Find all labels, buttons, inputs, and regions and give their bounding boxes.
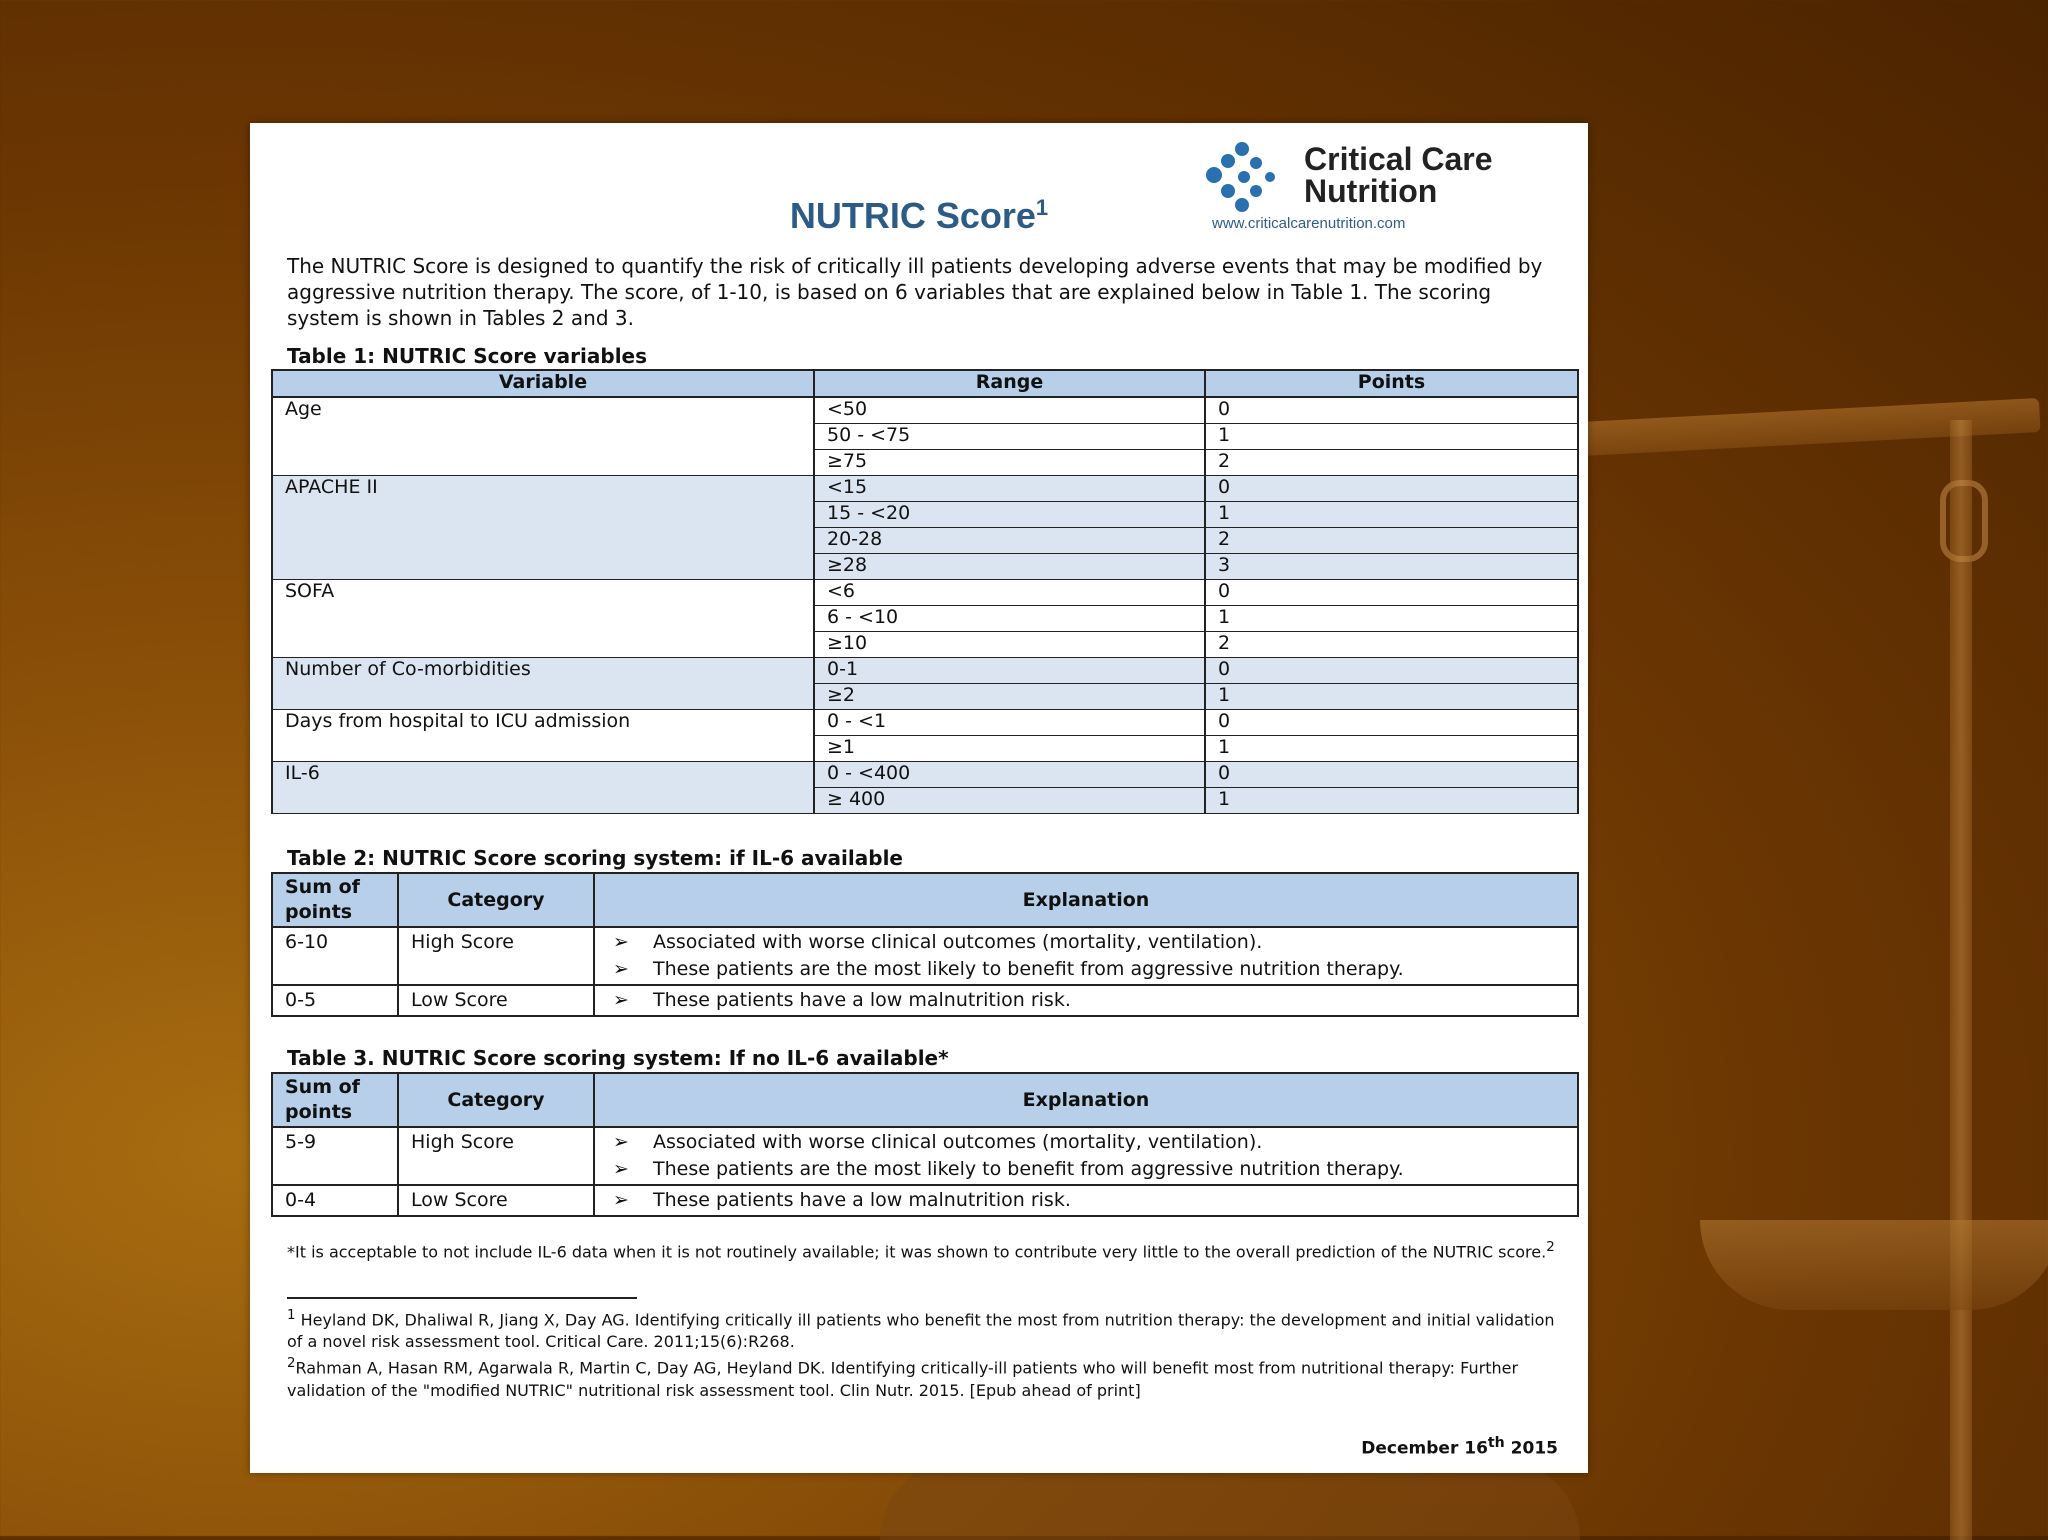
table2-header-category: Category [398,873,594,927]
table1-points-cell: 2 [1205,528,1578,554]
il6-footnote-text: *It is acceptable to not include IL-6 data when it is not routinely available; it was shown to contribute very little to the overall prediction of the NUTRIC score. [287,1242,1547,1262]
table1-points-cell: 1 [1205,424,1578,450]
table1-points-cell: 1 [1205,502,1578,528]
table1-points-cell: 0 [1205,710,1578,736]
table3-category-cell: Low Score [398,1185,594,1216]
table2-header-explanation: Explanation [594,873,1578,927]
table1-range-cell: ≥ 400 [814,788,1205,814]
title-footnote-marker: 1 [1035,195,1049,220]
table1-header-variable: Variable [272,370,814,397]
document-page [250,123,1588,1473]
table2-explanation-cell [594,985,1578,1016]
explanation-text: These patients are the most likely to benefit from aggressive nutrition therapy. [653,958,1404,980]
footnote-divider [287,1297,637,1299]
title-text: NUTRIC Score [789,195,1036,236]
table1-points-cell: 0 [1205,580,1578,606]
explanation-text: Associated with worse clinical outcomes (mortality, ventilation). [653,931,1263,953]
scale-pan-decoration [1700,1220,2048,1310]
explanation-bullet [607,1129,1565,1156]
table1-range-cell: ≥28 [814,554,1205,580]
table3-sum-cell: 5-9 [272,1127,398,1185]
table1-points-cell: 3 [1205,554,1578,580]
table2-explanation-cell [594,927,1578,985]
table2-header-sum: Sum of points [272,873,398,927]
page-title [250,195,1588,237]
logo-line-2: Nutrition [1304,173,1438,209]
date-main: December 16 [1361,1438,1488,1459]
document-date [1361,1435,1558,1459]
table1-points-cell: 1 [1205,788,1578,814]
table1-points-cell: 0 [1205,658,1578,684]
arrow-bullet-icon: ➢ [613,1189,629,1211]
explanation-bullet [607,987,1565,1014]
table1-range-cell: <15 [814,476,1205,502]
scale-post-decoration [1950,420,1972,1540]
table1-variable-cell: IL-6 [272,762,814,814]
table3-sum-cell: 0-4 [272,1185,398,1216]
table1-points-cell: 2 [1205,632,1578,658]
explanation-bullet [607,1156,1565,1183]
table3-header-explanation: Explanation [594,1073,1578,1127]
table1-range-cell: ≥75 [814,450,1205,476]
table1-variable-cell: Days from hospital to ICU admission [272,710,814,762]
table3-caption: Table 3. NUTRIC Score scoring system: If no IL-6 available* [287,1046,949,1070]
explanation-text: These patients are the most likely to benefit from aggressive nutrition therapy. [653,1158,1404,1180]
intro-paragraph: The NUTRIC Score is designed to quantify the risk of critically ill patients developing adverse events that may be modified by aggressive nutrition therapy. The score, of 1-10, is based on 6 variables that are explained below in Table 1. The scoring system is shown in Tables 2 and 3. [287,254,1543,330]
table1-range-cell: ≥2 [814,684,1205,710]
table1-points-cell: 1 [1205,736,1578,762]
table3-header-sum: Sum of points [272,1073,398,1127]
date-year: 2015 [1504,1438,1558,1459]
table3-explanation-cell [594,1185,1578,1216]
table1-range-cell: 50 - <75 [814,424,1205,450]
table1-range-cell: <50 [814,397,1205,424]
table1-variable-cell: APACHE II [272,476,814,580]
il6-footnote-marker: 2 [1546,1240,1555,1255]
reference-text: Heyland DK, Dhaliwal R, Jiang X, Day AG. Identifying critically ill patients who benefit the most from nutrition therapy: the development and initial validation of a novel risk assessment tool. Critical Care. 2011;15(6):R268. [287,1310,1555,1352]
table1-range-cell: <6 [814,580,1205,606]
date-suffix: th [1487,1435,1505,1451]
table3 [271,1072,1579,1217]
table1-variable-cell: SOFA [272,580,814,658]
table1-header-range: Range [814,370,1205,397]
table2-category-cell: High Score [398,927,594,985]
table1-range-cell: ≥1 [814,736,1205,762]
logo-line-1: Critical Care [1304,141,1493,177]
il6-footnote [287,1237,1567,1263]
table1-caption: Table 1: NUTRIC Score variables [287,344,648,368]
table1-range-cell: 20-28 [814,528,1205,554]
table1-range-cell: 0 - <1 [814,710,1205,736]
table1-range-cell: 6 - <10 [814,606,1205,632]
table1-points-cell: 0 [1205,397,1578,424]
table1-points-cell: 1 [1205,684,1578,710]
arrow-bullet-icon: ➢ [613,931,629,953]
arrow-bullet-icon: ➢ [613,989,629,1011]
table1-points-cell: 0 [1205,476,1578,502]
table1-variable-cell: Age [272,397,814,476]
reference-number: 1 [287,1308,296,1323]
table1-points-cell: 0 [1205,762,1578,788]
table2-category-cell: Low Score [398,985,594,1016]
explanation-text: Associated with worse clinical outcomes (mortality, ventilation). [653,1131,1263,1153]
arrow-bullet-icon: ➢ [613,958,629,980]
explanation-text: These patients have a low malnutrition risk. [653,1189,1071,1211]
explanation-bullet [607,956,1565,983]
table2-caption: Table 2: NUTRIC Score scoring system: if IL-6 available [287,846,903,870]
table1-header-points: Points [1205,370,1578,397]
logo-url: www.criticalcarenutrition.com [1212,215,1406,232]
table1-variable-cell: Number of Co-morbidities [272,658,814,710]
arrow-bullet-icon: ➢ [613,1131,629,1153]
table3-explanation-cell [594,1127,1578,1185]
table3-header-category: Category [398,1073,594,1127]
explanation-bullet [607,929,1565,956]
table3-category-cell: High Score [398,1127,594,1185]
reference-item [287,1353,1567,1401]
table1-points-cell: 1 [1205,606,1578,632]
table1-range-cell: 0-1 [814,658,1205,684]
table2 [271,872,1579,1017]
table1-points-cell: 2 [1205,450,1578,476]
table2-sum-cell: 0-5 [272,985,398,1016]
table1-range-cell: ≥10 [814,632,1205,658]
reference-text: Rahman A, Hasan RM, Agarwala R, Martin C, Day AG, Heyland DK. Identifying critically-ill patients who will benefit most from nutritional therapy: Further validation of the "modified NUTRIC" nutritional risk assessment tool. Clin Nutr. 2015. [Epub ahead of print] [287,1358,1519,1400]
table2-sum-cell: 6-10 [272,927,398,985]
table1-range-cell: 0 - <400 [814,762,1205,788]
explanation-text: These patients have a low malnutrition risk. [653,989,1071,1011]
references [287,1305,1567,1402]
reference-number: 2 [287,1356,296,1372]
table1-range-cell: 15 - <20 [814,502,1205,528]
table1 [271,369,1579,814]
arrow-bullet-icon: ➢ [613,1158,629,1180]
explanation-bullet [607,1187,1565,1214]
reference-item [287,1305,1567,1353]
